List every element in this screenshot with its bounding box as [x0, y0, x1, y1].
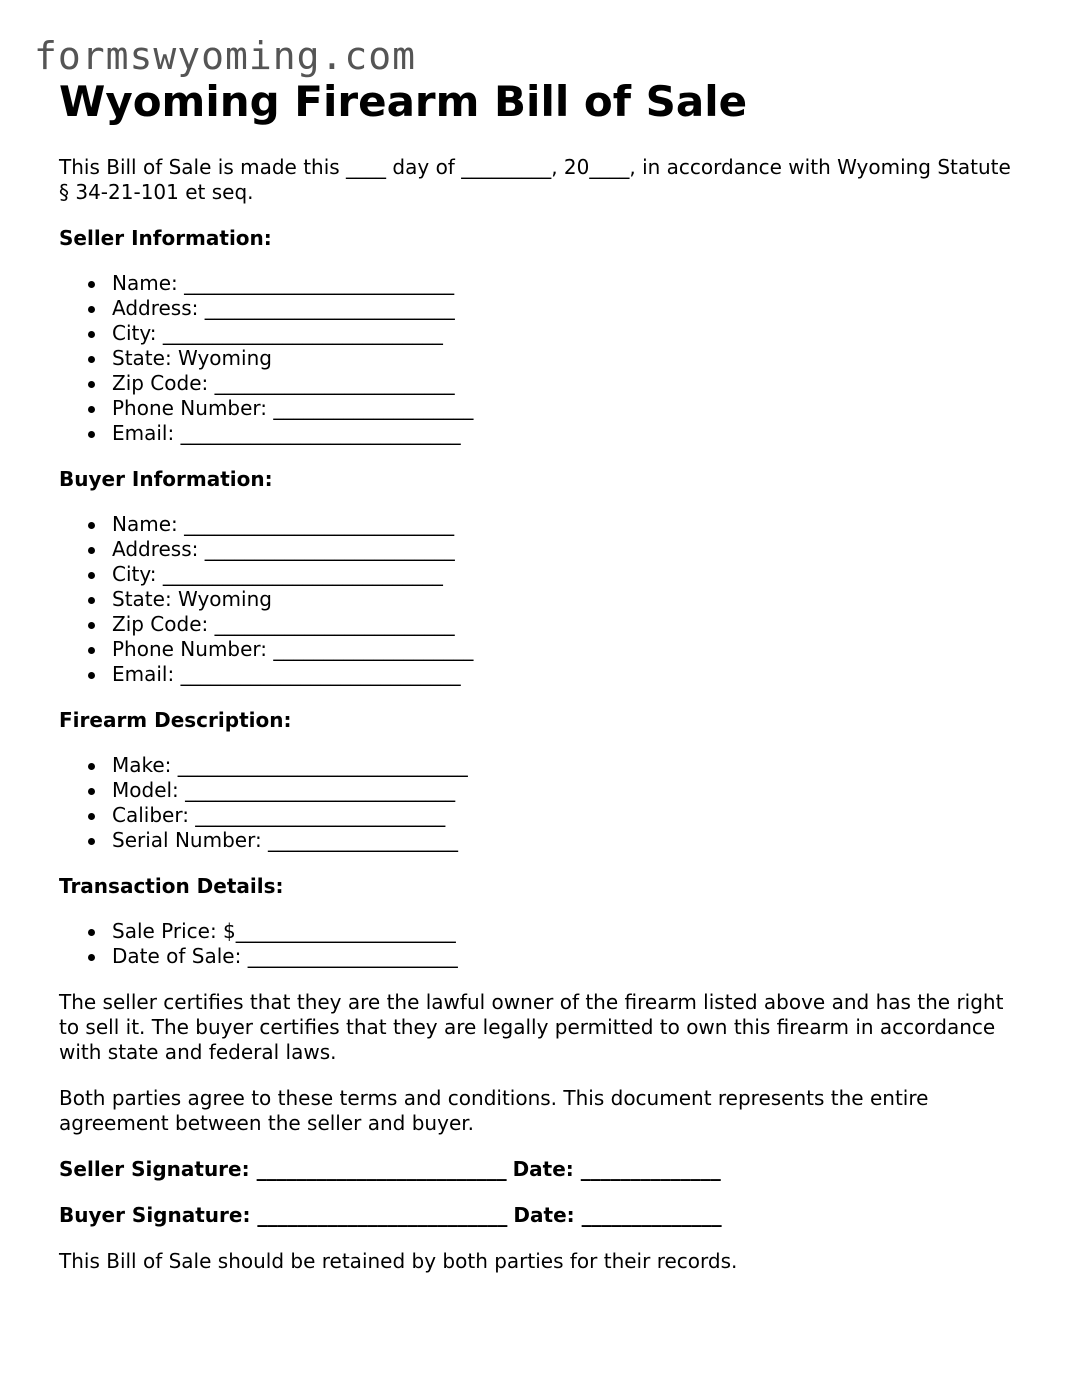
sale-price-field: Sale Price: $______________________ — [112, 919, 1019, 944]
firearm-serial-field: Serial Number: ___________________ — [112, 828, 1019, 853]
seller-address-field: Address: _________________________ — [112, 296, 1019, 321]
seller-email-field: Email: ____________________________ — [112, 421, 1019, 446]
intro-paragraph: This Bill of Sale is made this ____ day of _________, 20____, in accordance with Wyoming Statute § 34-21-101 et seq. — [59, 155, 1011, 204]
firearm-make-field: Make: _____________________________ — [112, 753, 1019, 778]
seller-zip-field: Zip Code: ________________________ — [112, 371, 1019, 396]
seller-signature-label: Seller Signature: _________________________ — [59, 1157, 507, 1181]
buyer-address-field: Address: _________________________ — [112, 537, 1019, 562]
buyer-signature-line — [59, 1203, 1019, 1228]
transaction-heading: Transaction Details: — [59, 874, 284, 898]
buyer-heading: Buyer Information: — [59, 467, 273, 491]
buyer-name-field: Name: ___________________________ — [112, 512, 1019, 537]
buyer-phone-field: Phone Number: ____________________ — [112, 637, 1019, 662]
buyer-list — [59, 512, 1019, 687]
buyer-date-label: Date: ______________ — [513, 1203, 722, 1227]
seller-date-label: Date: ______________ — [512, 1157, 721, 1181]
buyer-zip-field: Zip Code: ________________________ — [112, 612, 1019, 637]
transaction-list — [59, 919, 1019, 969]
buyer-city-field: City: ____________________________ — [112, 562, 1019, 587]
agreement-paragraph: Both parties agree to these terms and conditions. This document represents the entire agreement between the seller and buyer. — [59, 1086, 929, 1135]
firearm-caliber-field: Caliber: _________________________ — [112, 803, 1019, 828]
firearm-heading: Firearm Description: — [59, 708, 292, 732]
site-watermark: formswyoming.com — [34, 34, 417, 78]
seller-state-field: State: Wyoming — [112, 346, 1019, 371]
document-page — [59, 76, 1019, 1274]
firearm-model-field: Model: ___________________________ — [112, 778, 1019, 803]
sale-date-field: Date of Sale: _____________________ — [112, 944, 1019, 969]
seller-name-field: Name: ___________________________ — [112, 271, 1019, 296]
certification-paragraph: The seller certifies that they are the lawful owner of the firearm listed above and has the right to sell it. The buyer certifies that they are legally permitted to own this firearm in accordance with state and federal laws. — [59, 990, 1004, 1064]
closing-paragraph: This Bill of Sale should be retained by both parties for their records. — [59, 1249, 738, 1273]
firearm-list — [59, 753, 1019, 853]
buyer-email-field: Email: ____________________________ — [112, 662, 1019, 687]
seller-phone-field: Phone Number: ____________________ — [112, 396, 1019, 421]
seller-signature-line — [59, 1157, 1019, 1182]
document-title: Wyoming Firearm Bill of Sale — [59, 77, 748, 126]
seller-city-field: City: ____________________________ — [112, 321, 1019, 346]
buyer-state-field: State: Wyoming — [112, 587, 1019, 612]
seller-heading: Seller Information: — [59, 226, 272, 250]
seller-list — [59, 271, 1019, 446]
buyer-signature-label: Buyer Signature: _________________________ — [59, 1203, 508, 1227]
